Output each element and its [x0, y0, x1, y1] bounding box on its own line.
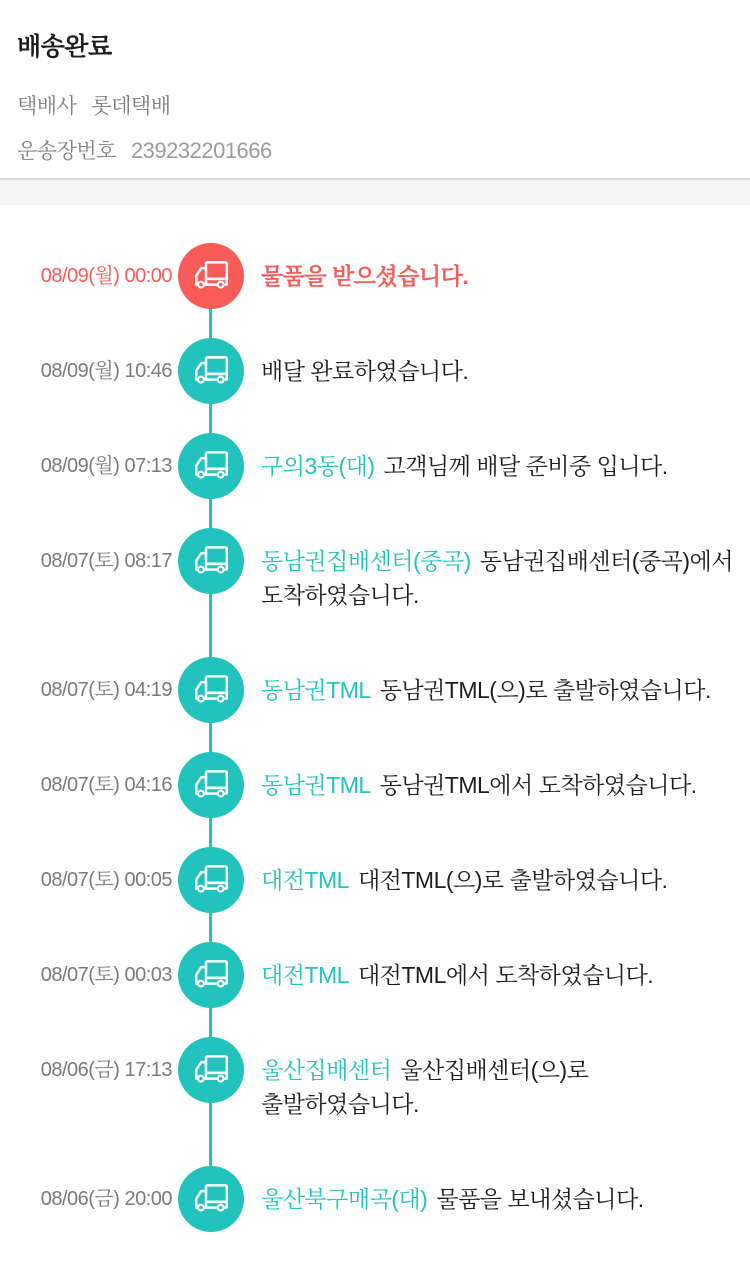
event-timestamp: 08/09(월) 10:46	[40, 360, 172, 382]
event-timestamp: 08/09(월) 07:13	[40, 455, 172, 477]
event-description: 대전TML에서 도착하였습니다.	[357, 962, 654, 988]
courier-label: 택배사	[17, 95, 77, 118]
courier-name: 롯데택배	[91, 95, 171, 118]
truck-icon	[178, 338, 244, 404]
timeline-connector-line	[209, 276, 212, 1170]
event-status-text	[261, 847, 743, 913]
tracking-event-row	[0, 847, 750, 913]
tracking-number-row	[17, 135, 734, 165]
event-status-text	[261, 243, 743, 309]
event-description: 대전TML(으)로 출발하였습니다.	[357, 867, 668, 893]
tracking-number-value: 239232201666	[130, 138, 272, 163]
event-location: 구의3동(대)	[261, 453, 375, 479]
truck-icon	[178, 1166, 244, 1232]
truck-icon	[178, 752, 244, 818]
event-timestamp: 08/06(금) 20:00	[40, 1188, 172, 1210]
event-status-text	[261, 338, 743, 404]
event-location: 울산집배센터	[261, 1057, 392, 1083]
event-timestamp: 08/07(토) 04:19	[40, 679, 172, 701]
event-description: 동남권집배센터(중곡)에서 도착하였습니다.	[261, 548, 733, 608]
event-location: 대전TML	[261, 962, 349, 988]
truck-icon	[178, 942, 244, 1008]
event-location: 동남권집배센터(중곡)	[261, 548, 471, 574]
event-status-text	[261, 752, 743, 818]
event-description: 물품을 받으셨습니다.	[261, 263, 469, 289]
truck-icon	[178, 847, 244, 913]
tracking-event-row	[0, 657, 750, 723]
event-timestamp: 08/07(토) 04:16	[40, 774, 172, 796]
event-location: 대전TML	[261, 867, 349, 893]
section-divider	[0, 178, 750, 205]
tracking-event-row	[0, 1166, 750, 1232]
event-description: 울산집배센터(으)로 출발하였습니다.	[261, 1057, 589, 1117]
event-status-text	[261, 942, 743, 1008]
event-description: 물품을 보내셨습니다.	[436, 1186, 644, 1212]
event-description: 동남권TML(으)로 출발하였습니다.	[379, 677, 711, 703]
event-description: 동남권TML에서 도착하였습니다.	[379, 772, 697, 798]
event-location: 동남권TML	[261, 772, 371, 798]
event-timestamp: 08/07(토) 08:17	[40, 550, 172, 572]
truck-icon	[178, 657, 244, 723]
tracking-number-label: 운송장번호	[17, 140, 116, 163]
tracking-event-row	[0, 752, 750, 818]
shipment-header	[0, 0, 750, 178]
tracking-timeline	[0, 205, 750, 1232]
event-timestamp: 08/07(토) 00:05	[40, 869, 172, 891]
truck-icon	[178, 433, 244, 499]
tracking-event-row	[0, 1037, 750, 1137]
tracking-event-row	[0, 942, 750, 1008]
event-status-text	[261, 1037, 743, 1137]
tracking-event-row	[0, 433, 750, 499]
event-status-text	[261, 1166, 743, 1232]
event-status-text	[261, 433, 743, 499]
truck-icon	[178, 1037, 244, 1103]
tracking-event-row	[0, 528, 750, 628]
truck-icon	[178, 528, 244, 594]
event-timestamp: 08/06(금) 17:13	[40, 1059, 172, 1081]
tracking-event-row	[0, 243, 750, 309]
event-description: 배달 완료하였습니다.	[261, 358, 469, 384]
tracking-event-row	[0, 338, 750, 404]
event-status-text	[261, 528, 743, 628]
courier-row	[17, 90, 734, 120]
event-description: 고객님께 배달 준비중 입니다.	[383, 453, 668, 479]
truck-icon	[178, 243, 244, 309]
event-timestamp: 08/09(월) 00:00	[40, 265, 172, 287]
event-timestamp: 08/07(토) 00:03	[40, 964, 172, 986]
event-location: 울산북구매곡(대)	[261, 1186, 428, 1212]
event-location: 동남권TML	[261, 677, 371, 703]
event-status-text	[261, 657, 743, 723]
page-title: 배송완료	[17, 33, 112, 61]
